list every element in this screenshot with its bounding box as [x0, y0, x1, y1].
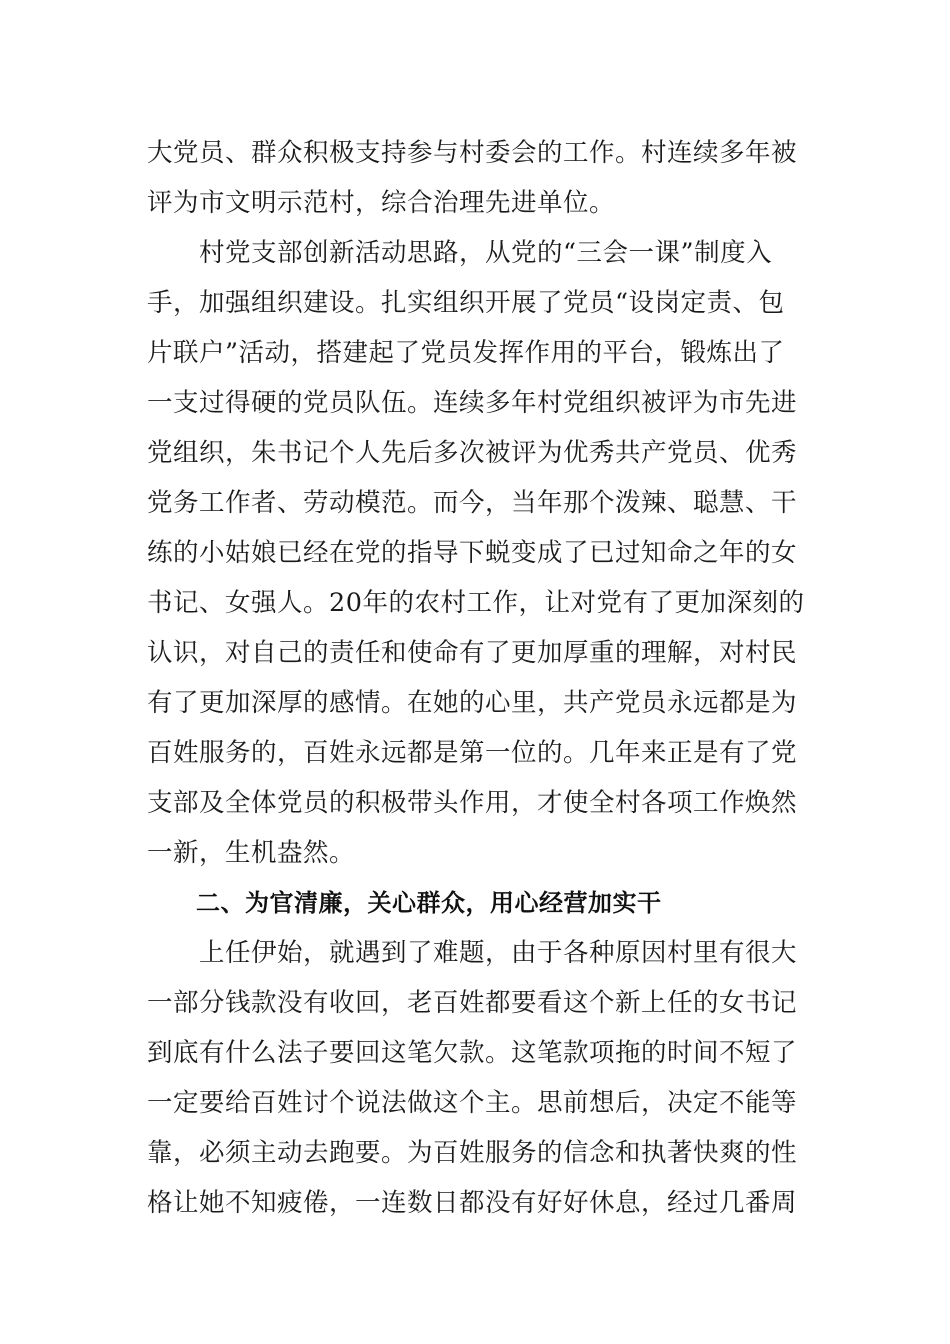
- text-line: 手，加强组织建设。扎实组织开展了党员“设岗定责、包: [147, 288, 785, 318]
- text-line: 评为市文明示范村，综合治理先进单位。: [147, 188, 616, 218]
- text-line: 有了更加深厚的感情。在她的心里，共产党员永远都是为: [147, 688, 798, 718]
- text-line: 靠，必须主动去跑要。为百姓服务的信念和执著快爽的性: [147, 1138, 798, 1168]
- paragraph-start-line: 村党支部创新活动思路，从党的“三会一课”制度入: [147, 238, 773, 268]
- text-line: 大党员、群众积极支持参与村委会的工作。村连续多年被: [147, 138, 798, 168]
- text-line: 书记、女强人。20年的农村工作，让对党有了更加深刻的: [147, 588, 805, 618]
- text-line: 一新，生机盎然。: [147, 838, 356, 868]
- text-line: 到底有什么法子要回这笔欠款。这笔款项拖的时间不短了: [147, 1038, 798, 1068]
- text-line: 认识，对自己的责任和使命有了更加厚重的理解，对村民: [147, 638, 798, 668]
- text-line: 党组织，朱书记个人先后多次被评为优秀共产党员、优秀: [147, 438, 798, 468]
- paragraph-start-line: 上任伊始，就遇到了难题，由于各种原因村里有很大: [147, 938, 798, 968]
- text-line: 格让她不知疲倦，一连数日都没有好好休息，经过几番周: [147, 1188, 798, 1218]
- section-heading: 二、为官清廉，关心群众，用心经营加实干: [147, 889, 662, 917]
- text-line: 一支过得硬的党员队伍。连续多年村党组织被评为市先进: [147, 388, 798, 418]
- text-line: 练的小姑娘已经在党的指导下蜕变成了已过知命之年的女: [147, 538, 798, 568]
- text-line: 支部及全体党员的积极带头作用，才使全村各项工作焕然: [147, 788, 798, 818]
- text-line: 百姓服务的，百姓永远都是第一位的。几年来正是有了党: [147, 738, 798, 768]
- text-line: 片联户”活动，搭建起了党员发挥作用的平台，锻炼出了: [147, 338, 785, 368]
- text-line: 一定要给百姓讨个说法做这个主。思前想后，决定不能等: [147, 1088, 798, 1118]
- text-line: 党务工作者、劳动模范。而今，当年那个泼辣、聪慧、干: [147, 488, 798, 518]
- text-line: 一部分钱款没有收回，老百姓都要看这个新上任的女书记: [147, 988, 798, 1018]
